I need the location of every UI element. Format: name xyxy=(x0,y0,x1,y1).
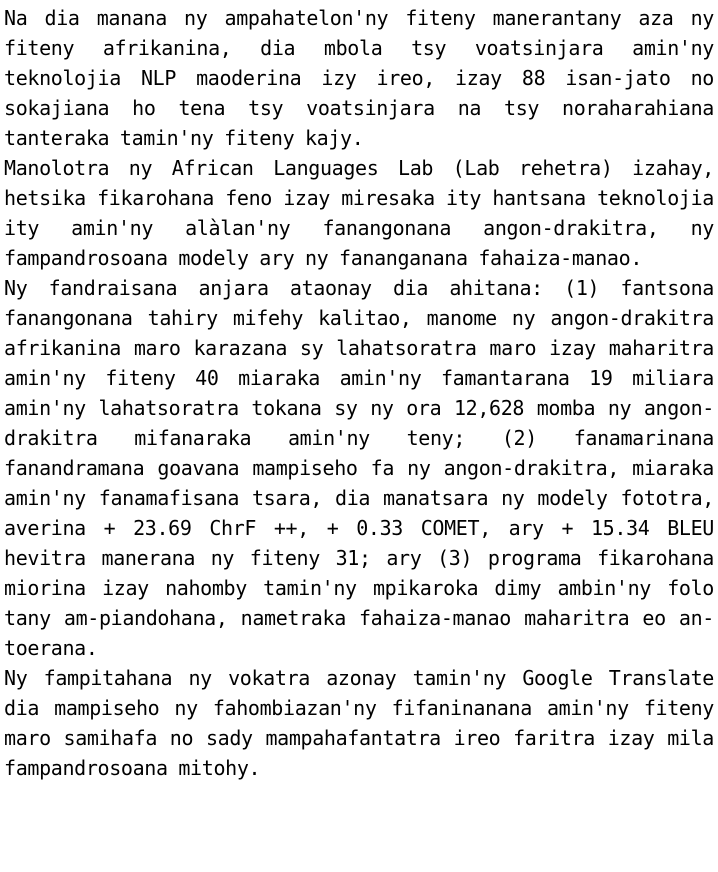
document-body xyxy=(4,3,714,783)
paragraph-contributions: Ny fandraisana anjara ataonay dia ahitana: (1) fantsona fanangonana tahiry mifehy kalitao, manome ny angon-drakitra afrikanina maro karazana sy lahatsoratra maro izay maharitra amin'ny fiteny 40 miaraka amin'ny famantarana 19 miliara amin'ny lahatsoratra tokana sy ny ora 12,628 momba ny angon-drakitra mifanaraka amin'ny teny; (2) fanamarinana fanandramana goavana mampiseho fa ny angon-drakitra, miaraka amin'ny fanamafisana tsara, dia manatsara ny modely fototra, averina + 23.69 ChrF ++, + 0.33 COMET, ary + 15.34 BLEU hevitra manerana ny fiteny 31; ary (3) programa fikarohana miorina izay nahomby tamin'ny mpikaroka dimy ambin'ny folo tany am-piandohana, nametraka fahaiza-manao maharitra eo an-toerana. xyxy=(4,276,714,660)
paragraph-comparison: Ny fampitahana ny vokatra azonay tamin'ny Google Translate dia mampiseho ny fahombiazan'ny fifaninanana amin'ny fiteny maro samihafa no sady mampahafantatra ireo faritra izay mila fampandrosoana mitohy. xyxy=(4,666,714,780)
paragraph-intro: Na dia manana ny ampahatelon'ny fiteny manerantany aza ny fiteny afrikanina, dia mbola tsy voatsinjara amin'ny teknolojia NLP maoderina izy ireo, izay 88 isan-jato no sokajiana ho tena tsy voatsinjara na tsy noraharahiana tanteraka tamin'ny fiteny kajy. xyxy=(4,6,714,150)
paragraph-lab: Manolotra ny African Languages Lab (Lab rehetra) izahay, hetsika fikarohana feno izay miresaka ity hantsana teknolojia ity amin'ny alàlan'ny fanangonana angon-drakitra, ny fampandrosoana modely ary ny fananganana fahaiza-manao. xyxy=(4,156,714,270)
